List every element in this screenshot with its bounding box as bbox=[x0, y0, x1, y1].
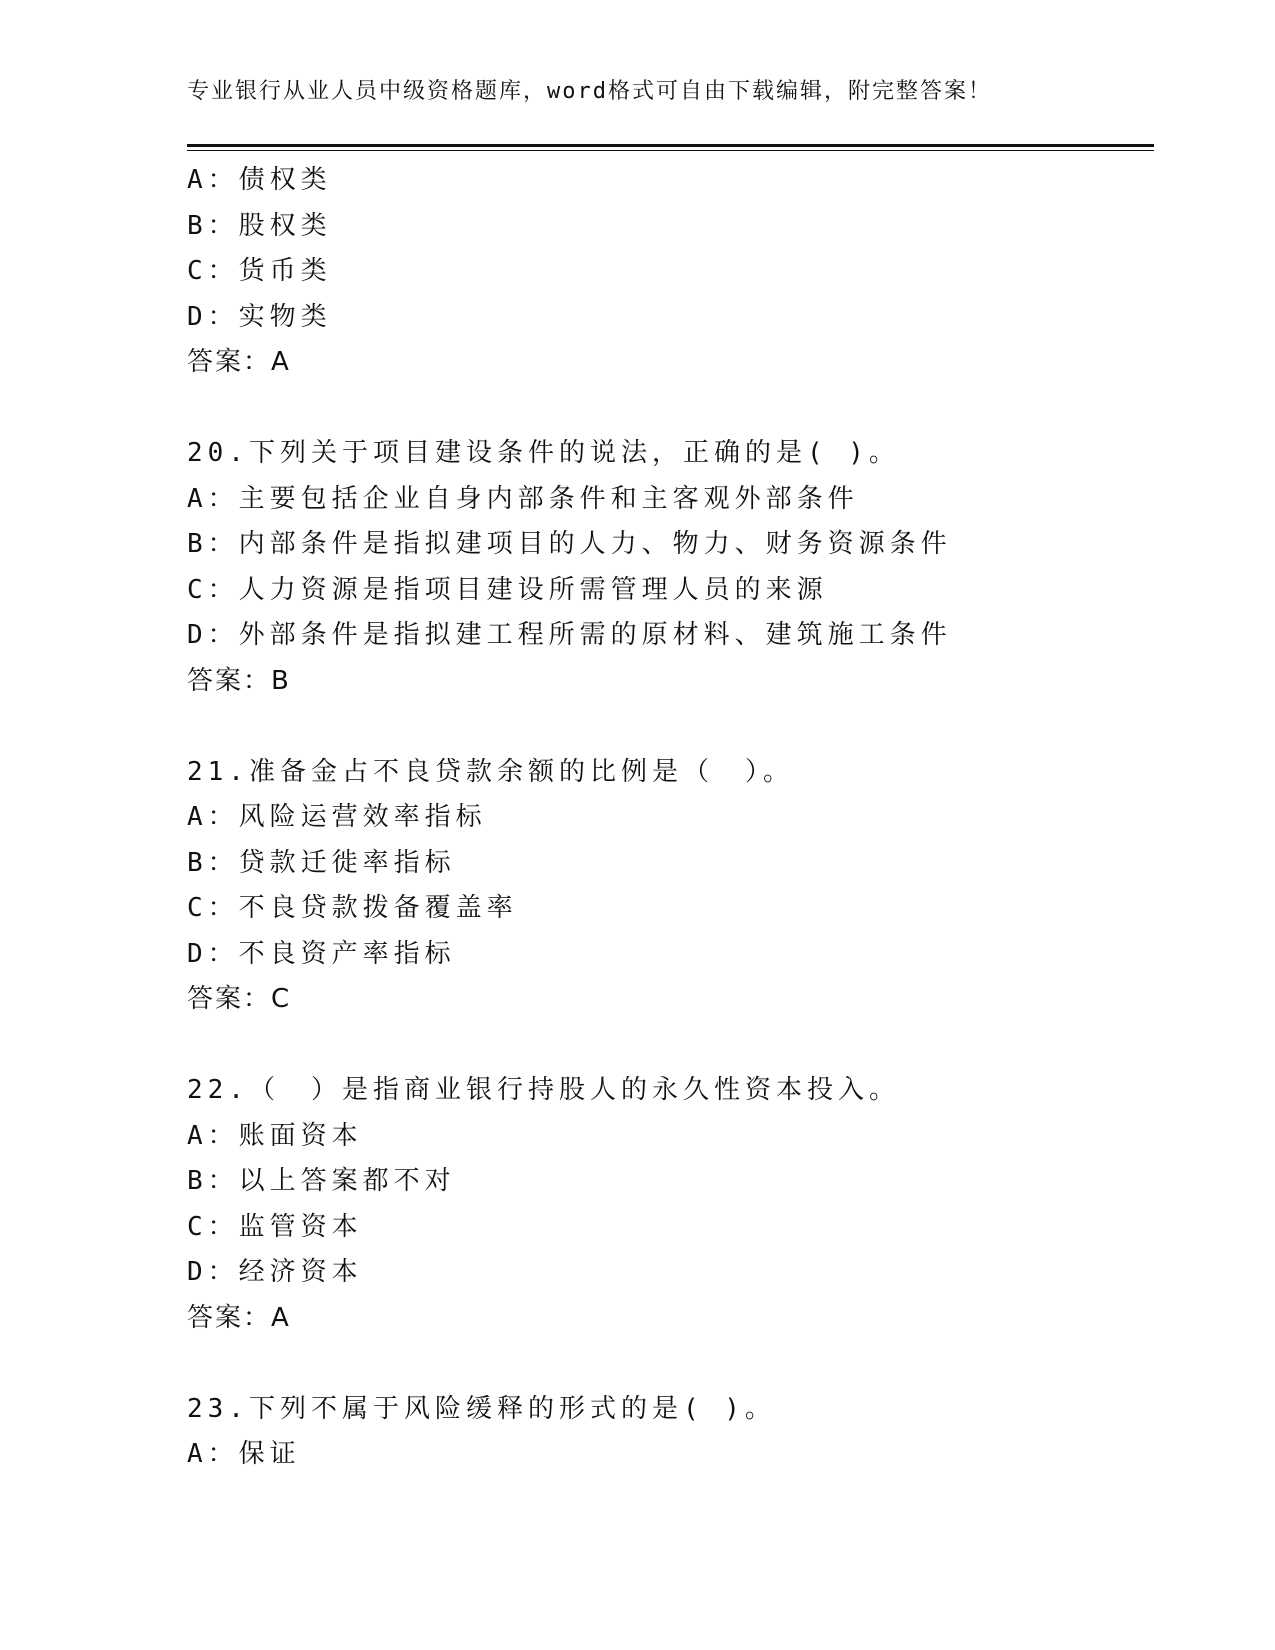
question-block-22 bbox=[187, 1068, 1167, 1341]
option-b: B：股权类 bbox=[187, 210, 332, 241]
question-block-21 bbox=[187, 750, 1167, 1023]
question-text: 20.下列关于项目建设条件的说法，正确的是( )。 bbox=[187, 438, 900, 468]
option-a: A：债权类 bbox=[187, 165, 332, 195]
option-d: D：经济资本 bbox=[187, 1257, 363, 1287]
page-header: 专业银行从业人员中级资格题库，word格式可自由下载编辑，附完整答案！ bbox=[187, 79, 992, 104]
header-rule-thin bbox=[187, 150, 1154, 151]
question-block-19 bbox=[187, 158, 1167, 386]
answer: 答案：C bbox=[187, 984, 292, 1014]
option-a: A：账面资本 bbox=[187, 1120, 363, 1151]
option-d: D：外部条件是指拟建工程所需的原材料、建筑施工条件 bbox=[187, 620, 952, 650]
option-b: B：以上答案都不对 bbox=[187, 1166, 456, 1196]
option-d: D：实物类 bbox=[187, 301, 332, 332]
option-b: B：内部条件是指拟建项目的人力、物力、财务资源条件 bbox=[187, 529, 952, 559]
option-c: C：人力资源是指项目建设所需管理人员的来源 bbox=[187, 574, 828, 605]
option-a: A：主要包括企业自身内部条件和主客观外部条件 bbox=[187, 483, 859, 514]
header-rule-thick bbox=[187, 144, 1154, 147]
option-a: A：风险运营效率指标 bbox=[187, 802, 487, 832]
answer: 答案：A bbox=[187, 347, 291, 377]
option-c: C：不良贷款拨备覆盖率 bbox=[187, 893, 518, 923]
option-c: C：监管资本 bbox=[187, 1211, 363, 1242]
question-text: 23.下列不属于风险缓释的形式的是( )。 bbox=[187, 1393, 776, 1424]
option-c: C：货币类 bbox=[187, 256, 332, 286]
question-list bbox=[187, 158, 1167, 1478]
answer: 答案：A bbox=[187, 1302, 291, 1333]
question-text: 21.准备金占不良贷款余额的比例是（ ）。 bbox=[187, 756, 794, 787]
question-block-20 bbox=[187, 431, 1167, 704]
option-b: B：贷款迁徙率指标 bbox=[187, 847, 456, 878]
option-d: D：不良资产率指标 bbox=[187, 938, 456, 969]
answer: 答案：B bbox=[187, 665, 291, 696]
question-text: 22.（ ）是指商业银行持股人的永久性资本投入。 bbox=[187, 1075, 900, 1105]
option-a: A：保证 bbox=[187, 1439, 301, 1469]
question-block-23 bbox=[187, 1387, 1167, 1478]
